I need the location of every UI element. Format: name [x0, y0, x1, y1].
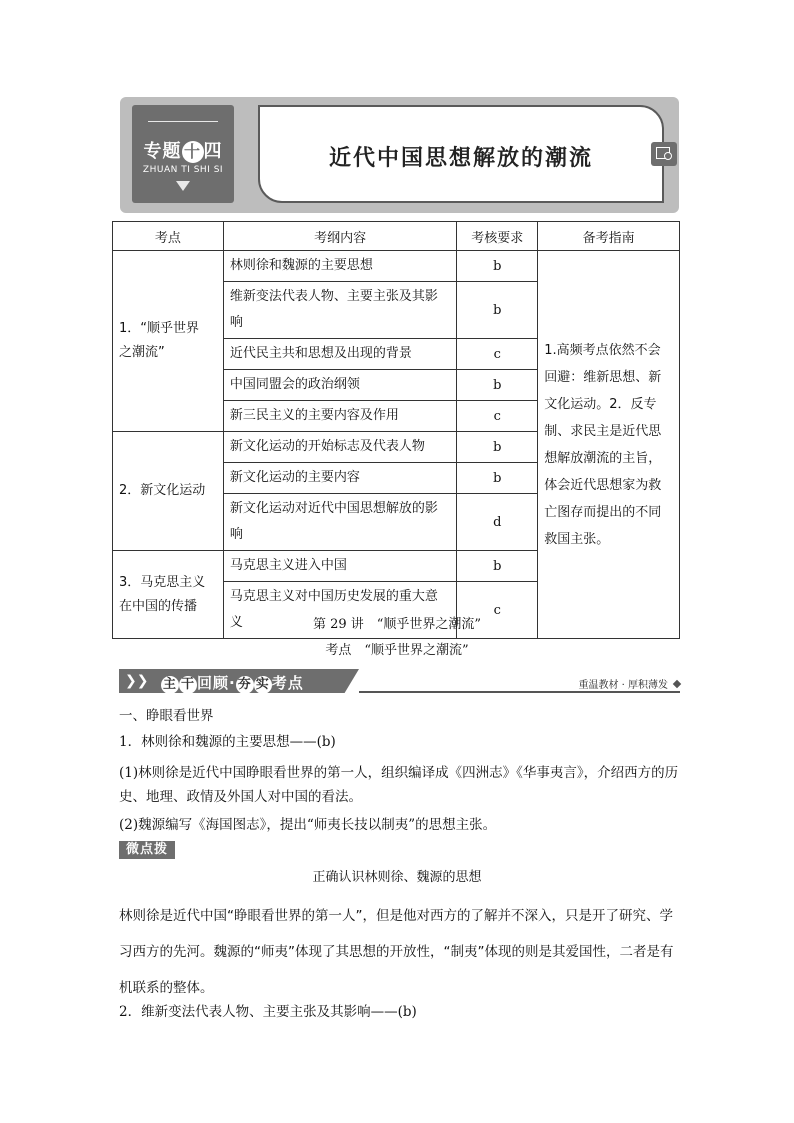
guide-cell: 1.高频考点依然不会回避：维新思想、新文化运动。2．反专制、求民主是近代思想解放潮流的主旨，体会近代思想家为救亡图存而提出的不同救国主张。 — [538, 251, 680, 639]
heading-lin-wei: 1．林则徐和魏源的主要思想——(b) — [119, 734, 336, 750]
requirement-cell: b — [457, 551, 538, 582]
header-guide: 备考指南 — [538, 222, 680, 251]
kaodian-title: 考点 “顺乎世界之潮流” — [325, 643, 469, 658]
chapter-title-box — [258, 105, 664, 203]
content-cell: 维新变法代表人物、主要主张及其影响 — [223, 282, 457, 339]
header-content: 考纲内容 — [223, 222, 457, 251]
section-bar-motto: 重温教材 · 厚积薄发 — [578, 680, 668, 691]
chapter-badge — [132, 105, 234, 203]
requirement-cell: b — [457, 432, 538, 463]
heading-reform: 2．维新变法代表人物、主要主张及其影响——(b) — [119, 1004, 417, 1020]
paragraph-lin: (1)林则徐是近代中国睁眼看世界的第一人，组织编译成《四洲志》《华事夷言》，介绍西方的历史、地理、政情及外国人对中国的看法。 — [119, 765, 679, 805]
table-row — [113, 251, 680, 282]
badge-divider — [148, 121, 218, 122]
requirement-cell: c — [457, 582, 538, 639]
content-cell: 马克思主义对中国历史发展的重大意义 — [223, 582, 457, 639]
topic-cell: 3．马克思主义 在中国的传播 — [113, 551, 224, 639]
diamond-icon — [673, 680, 681, 688]
paragraph-wei: (2)魏源编写《海国图志》，提出“师夷长技以制夷”的思想主张。 — [119, 817, 497, 833]
content-cell: 新文化运动的开始标志及代表人物 — [223, 432, 457, 463]
requirement-cell: b — [457, 282, 538, 339]
topic-cell: 2．新文化运动 — [113, 432, 224, 551]
badge-circle-char: 十 — [182, 141, 204, 163]
note-title: 正确认识林则徐、魏源的思想 — [312, 870, 482, 885]
content-cell: 近代民主共和思想及出现的背景 — [223, 339, 457, 370]
requirement-cell: c — [457, 339, 538, 370]
requirement-cell: c — [457, 401, 538, 432]
requirement-cell: b — [457, 370, 538, 401]
content-cell: 新文化运动对近代中国思想解放的影响 — [223, 494, 457, 551]
header-topic: 考点 — [113, 222, 224, 251]
content-cell: 马克思主义进入中国 — [223, 551, 457, 582]
content-cell: 林则徐和魏源的主要思想 — [223, 251, 457, 282]
table-header-row — [113, 222, 680, 251]
requirement-cell: b — [457, 251, 538, 282]
topic-cell: 1．“顺乎世界 之潮流” — [113, 251, 224, 432]
lecture-title: 第 29 讲 “顺乎世界之潮流” — [312, 617, 482, 632]
chapter-title: 近代中国思想解放的潮流 — [328, 146, 593, 171]
content-cell: 新三民主义的主要内容及作用 — [223, 401, 457, 432]
header-requirement: 考核要求 — [457, 222, 538, 251]
requirement-cell: b — [457, 463, 538, 494]
section-bar-rule — [359, 691, 680, 693]
heading-open-eyes: 一、睁眼看世界 — [119, 708, 214, 724]
content-cell: 中国同盟会的政治纲领 — [223, 370, 457, 401]
section-bar-title: 主 干 回顾· 夯 实 考点 — [162, 674, 304, 692]
section-bar — [119, 669, 680, 695]
note-body: 林则徐是近代中国“睁眼看世界的第一人”，但是他对西方的了解并不深入，只是开了研究、学习西方的先河。魏源的“师夷”体现了其思想的开放性，“制夷”体现的则是其爱国性，二者是有机联系的整体。 — [119, 908, 674, 996]
chapter-banner — [120, 97, 679, 213]
book-search-icon — [651, 142, 677, 166]
double-chevron-icon: ❯❯ — [125, 673, 149, 689]
badge-pinyin: ZHUAN TI SHI SI — [142, 165, 224, 175]
badge-arrow-icon — [176, 181, 190, 191]
badge-label: 专题 十 四 — [143, 141, 223, 162]
content-cell: 新文化运动的主要内容 — [223, 463, 457, 494]
tip-tag: 微点拨 — [119, 841, 175, 859]
syllabus-table — [112, 221, 680, 639]
requirement-cell: d — [457, 494, 538, 551]
